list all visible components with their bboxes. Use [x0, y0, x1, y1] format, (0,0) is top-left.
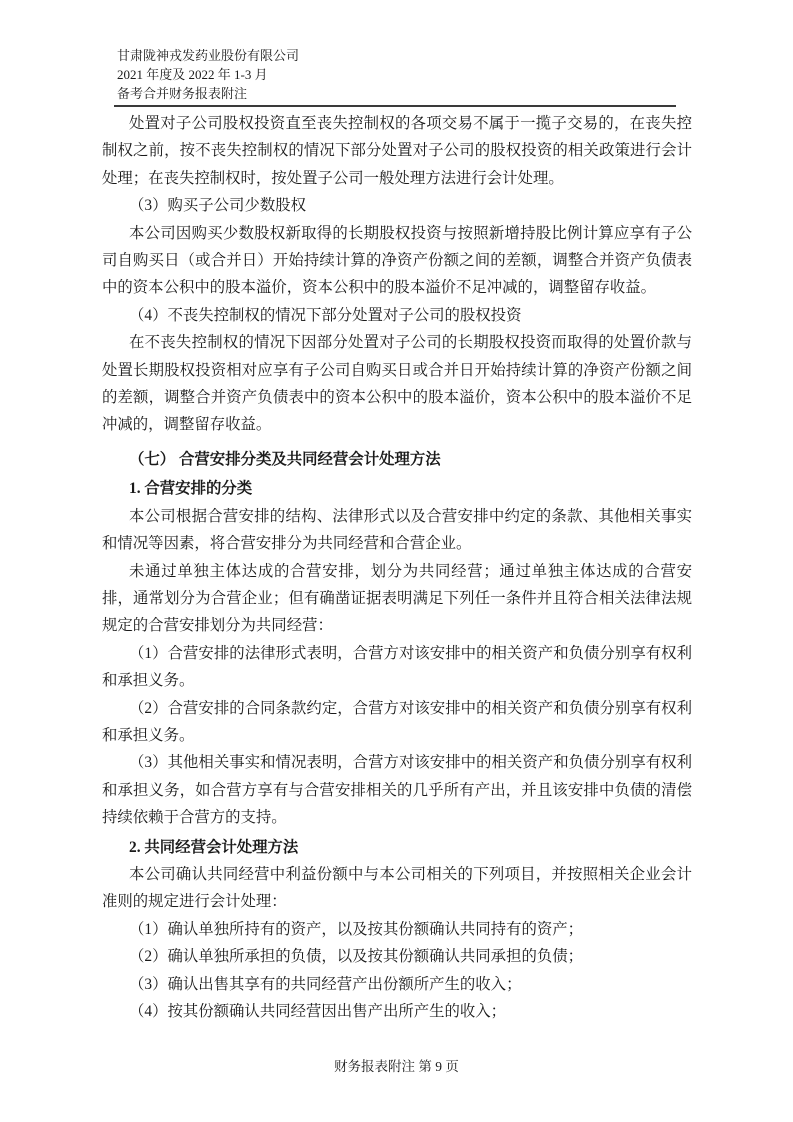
section-heading: 2. 共同经营会计处理方法 [129, 838, 299, 856]
paragraph: （1）确认单独所持有的资产，以及按其份额确认共同持有的资产； [129, 920, 584, 938]
paragraph: 未通过单独主体达成的合营安排，划分为共同经营；通过单独主体达成的合营安排，通常划分为合营企业；但有确凿证据表明满足下列任一条件并且符合相关法律法规规定的合营安排划分为共同经营： [102, 562, 692, 635]
paragraph: 在不丧失控制权的情况下因部分处置对子公司的长期股权投资而取得的处置价款与处置长期股权投资相对应享有子公司自购买日或合并日开始持续计算的净资产份额之间的差额，调整合并资产负债表中的资本公积中的股本溢价，资本公积中的股本溢价不足冲减的，调整留存收益。 [102, 334, 692, 434]
footer-page-label: 财务报表附注 第 9 页 [334, 1059, 459, 1074]
document-body [102, 110, 692, 1025]
paragraph: （2）合营安排的合同条款约定，合营方对该安排中的相关资产和负债分别享有权利和承担义务。 [102, 699, 692, 744]
paragraph: （4）不丧失控制权的情况下部分处置对子公司的股权投资 [129, 306, 522, 324]
paragraph: （3）其他相关事实和情况表明，合营方对该安排中的相关资产和负债分别享有权利和承担义务，如合营方享有与合营安排相关的几乎所有产出，并且该安排中负债的清偿持续依赖于合营方的支持。 [102, 754, 692, 827]
paragraph: （2）确认单独所承担的负债，以及按其份额确认共同承担的负债； [129, 948, 584, 966]
paragraph: （3）购买子公司少数股权 [129, 197, 306, 215]
header-report-title: 备考合并财务报表附注 [117, 86, 248, 101]
paragraph: 处置对子公司股权投资直至丧失控制权的各项交易不属于一揽子交易的，在丧失控制权之前，按不丧失控制权的情况下部分处置对子公司的股权投资的相关政策进行会计处理；在丧失控制权时，按处置子公司一般处理方法进行会计处理。 [102, 115, 692, 187]
header-divider-rule [114, 105, 676, 107]
paragraph: 本公司根据合营安排的结构、法律形式以及合营安排中约定的条款、其他相关事实和情况等因素，将合营安排分为共同经营和合营企业。 [102, 507, 692, 553]
paragraph: 本公司确认共同经营中利益份额中与本公司相关的下列项目，并按照相关企业会计准则的规定进行会计处理： [102, 865, 692, 911]
section-heading: 1. 合营安排的分类 [129, 480, 253, 498]
paragraph: （4）按其份额确认共同经营因出售产出所产生的收入； [129, 1003, 507, 1020]
header-report-period: 2021 年度及 2022 年 1-3 月 [117, 67, 268, 82]
paragraph: （3）确认出售其享有的共同经营产出份额所产生的收入； [129, 975, 522, 993]
document-header [117, 46, 299, 103]
section-heading: （七） 合营安排分类及共同经营会计处理方法 [129, 450, 441, 468]
paragraph: 本公司因购买少数股权新取得的长期股权投资与按照新增持股比例计算应享有子公司自购买日（或合并日）开始持续计算的净资产份额之间的差额，调整合并资产负债表中的资本公积中的股本溢价，资本公积中的股本溢价不足冲减的，调整留存收益。 [102, 224, 692, 297]
paragraph: （1）合营安排的法律形式表明，合营方对该安排中的相关资产和负债分别享有权利和承担义务。 [102, 644, 692, 690]
header-company-name: 甘肃陇神戎发药业股份有限公司 [117, 48, 300, 63]
document-footer [0, 1057, 793, 1077]
